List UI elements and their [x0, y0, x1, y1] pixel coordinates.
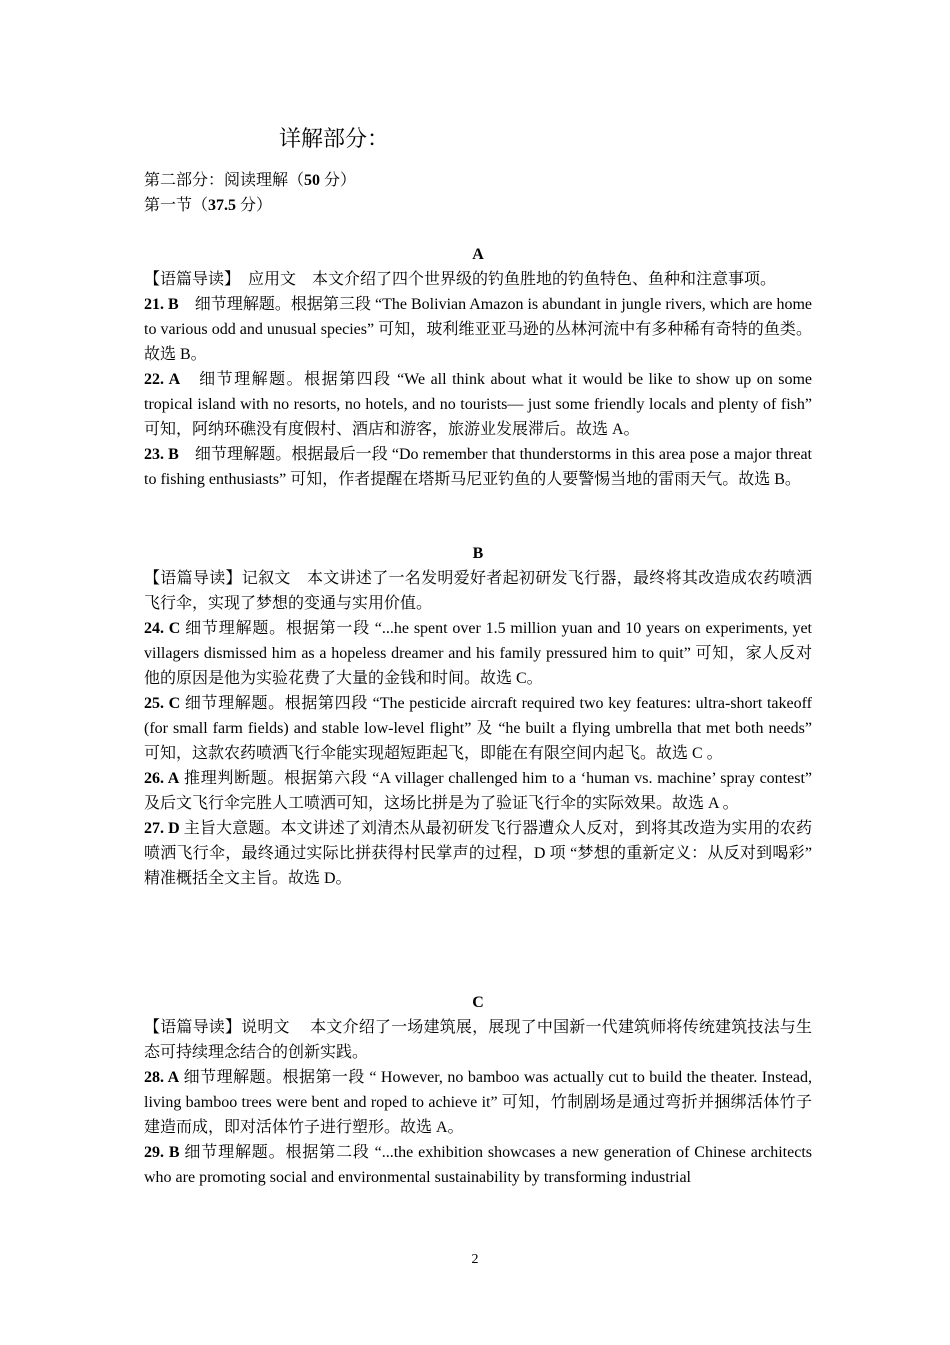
- heading-block: [144, 168, 356, 218]
- section-c-intro: 【语篇导读】说明文 本文介绍了一场建筑展，展现了中国新一代建筑师将传统建筑技法与生态可持续理念结合的创新实践。: [144, 1019, 812, 1061]
- section-heading: 第一节（37.5 分）: [144, 197, 273, 214]
- section-a-label: A: [472, 246, 484, 263]
- page-title: 详解部分：: [278, 126, 389, 151]
- answer-29: 29. B 细节理解题。根据第二段 “...the exhibition showcases a new generation of Chinese architects who are promoting social and environmental sustainability by transforming industrial: [144, 1144, 812, 1186]
- answer-23: 23. B 细节理解题。根据最后一段 “Do remember that thunderstorms in this area pose a major threat to fishing enthusiasts” 可知，作者提醒在塔斯马尼亚钓鱼的人要警惕当地的雷雨天气。故选 B。: [144, 446, 812, 488]
- section-b-intro: 【语篇导读】记叙文 本文讲述了一名发明爱好者起初研发飞行器，最终将其改造成农药喷洒飞行伞，实现了梦想的变通与实用价值。: [144, 570, 812, 612]
- answer-24: 24. C 细节理解题。根据第一段 “...he spent over 1.5 million yuan and 10 years on experiments, yet villagers dismissed him as a hopeless dreamer and his family pressured him to quit” 可知，家人反对他的原因是他为实验花费了大量的金钱和时间。故选 C。: [144, 620, 812, 687]
- page-number: 2: [471, 1252, 479, 1267]
- section-c: [144, 990, 812, 1190]
- answer-28: 28. A 细节理解题。根据第一段 “ However, no bamboo was actually cut to build the theater. Instead, living bamboo trees were bent and roped to achieve it” 可知，竹制剧场是通过弯折并捆绑活体竹子建造而成，即对活体竹子进行塑形。故选 A。: [144, 1069, 813, 1136]
- answer-22: 22. A 细节理解题。根据第四段 “We all think about what it would be like to show up on some tropical island with no resorts, no hotels, and no tourists— just some friendly locals and plenty of fish” 可知，阿纳环礁没有度假村、酒店和游客，旅游业发展滞后。故选 A。: [144, 371, 813, 438]
- section-a-intro: 【语篇导读】 应用文 本文介绍了四个世界级的钓鱼胜地的钓鱼特色、鱼种和注意事项。: [144, 271, 777, 288]
- answer-25: 25. C 细节理解题。根据第四段 “The pesticide aircraft required two key features: ultra-short takeoff (for small farm fields) and stable low-level flight” 及 “he built a flying umbrella that met both needs” 可知，这款农药喷洒飞行伞能实现超短距起飞，即能在有限空间内起飞。故选 C 。: [144, 695, 812, 762]
- answer-21: 21. B 细节理解题。根据第三段 “The Bolivian Amazon is abundant in jungle rivers, which are home to various odd and unusual species” 可知，玻利维亚亚马逊的丛林河流中有多种稀有奇特的鱼类。故选 B。: [144, 296, 813, 363]
- section-b: [144, 541, 812, 891]
- section-a: [144, 242, 812, 492]
- answer-27: 27. D 主旨大意题。本文讲述了刘清杰从最初研发飞行器遭众人反对，到将其改造为实用的农药喷洒飞行伞，最终通过实际比拼获得村民掌声的过程，D 项 “梦想的重新定义：从反对到喝彩” 精准概括全文主旨。故选 D。: [144, 820, 812, 887]
- section-c-label: C: [472, 994, 484, 1011]
- answer-26: 26. A 推理判断题。根据第六段 “A villager challenged him to a ‘human vs. machine’ spray contest” 及后文飞行伞完胜人工喷洒可知，这场比拼是为了验证飞行伞的实际效果。故选 A 。: [144, 770, 812, 812]
- part-heading: 第二部分：阅读理解（50 分）: [144, 172, 357, 189]
- section-b-label: B: [472, 545, 484, 562]
